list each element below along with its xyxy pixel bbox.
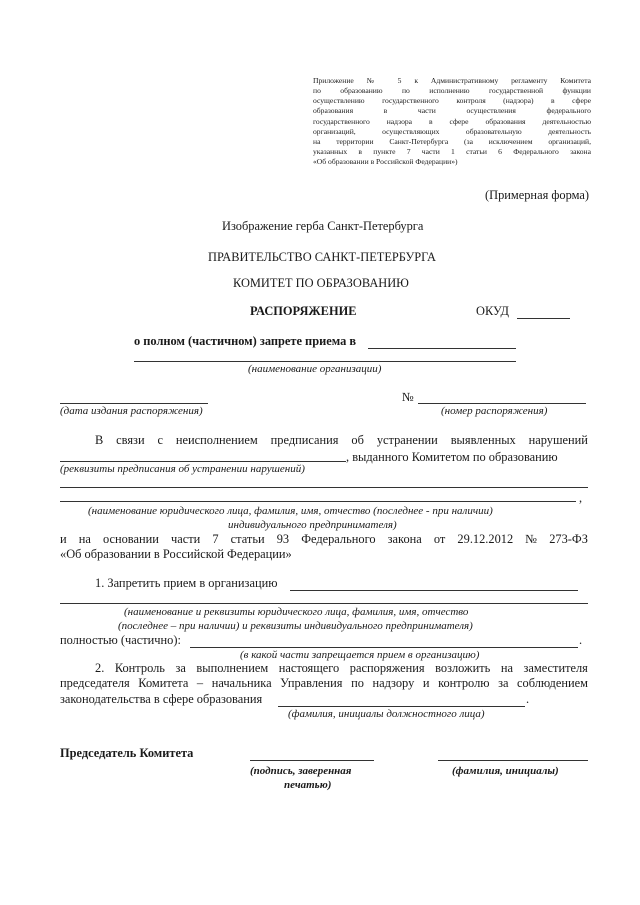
word: на	[500, 661, 513, 675]
word: и	[60, 532, 67, 546]
signature-field[interactable]	[250, 760, 374, 761]
period: .	[526, 692, 530, 706]
word: за	[175, 661, 186, 675]
item-1-caption: (наименование и реквизиты юридического лица, фамилия, имя, отчество	[124, 606, 469, 618]
word: закона	[387, 532, 422, 546]
comma: ,	[579, 491, 583, 505]
item-1-text: 1. Запретить прием в организацию	[95, 576, 278, 590]
legal-entity-caption-2: индивидуального предпринимателя)	[228, 519, 397, 531]
annex-line: организаций, осуществляющих образовательную деятельность	[313, 126, 591, 136]
annex-reference	[313, 76, 591, 167]
word: 93	[276, 532, 290, 546]
prohibited-organization-field-2[interactable]	[60, 603, 588, 604]
word: предписания	[270, 433, 339, 447]
word: на	[78, 532, 91, 546]
form-type-label: (Примерная форма)	[485, 188, 589, 202]
word: с	[157, 433, 163, 447]
legal-entity-field-2[interactable]	[60, 501, 576, 502]
word: возложить	[435, 661, 491, 675]
word: связи	[116, 433, 145, 447]
word: выявленных	[450, 433, 516, 447]
chair-name-caption: (фамилия, инициалы)	[452, 765, 559, 777]
word: распоряжения	[349, 661, 425, 675]
prescription-requisites-field[interactable]	[60, 461, 346, 462]
word: начальника	[211, 676, 272, 690]
word: устранении	[376, 433, 438, 447]
annex-line: государственного надзора в сфере образования деятельностью	[313, 116, 591, 126]
annex-word: образования	[313, 106, 354, 116]
word: Управления	[280, 676, 343, 690]
word: за	[498, 676, 509, 690]
period: .	[579, 633, 583, 647]
word: соблюдением	[517, 676, 588, 690]
legal-entity-field-1[interactable]	[60, 487, 588, 488]
committee-heading: КОМИТЕТ ПО ОБРАЗОВАНИЮ	[233, 276, 409, 290]
word: Федерального	[301, 532, 376, 546]
item-2-line-2	[60, 676, 588, 691]
word: 273-ФЗ	[549, 532, 588, 546]
order-number-field[interactable]	[418, 403, 586, 404]
item-1-caption-2: (последнее – при наличии) и реквизиты индивидуального предпринимателя)	[118, 620, 473, 632]
prohibition-part-caption: (в какой части запрещается прием в организацию)	[240, 649, 480, 661]
prohibited-organization-field[interactable]	[290, 590, 578, 591]
organization-caption: (наименование организации)	[248, 363, 382, 375]
word: 29.12.2012	[457, 532, 514, 546]
word: от	[433, 532, 446, 546]
annex-word: осуществления	[466, 106, 516, 116]
organization-field-continuation[interactable]	[134, 361, 516, 362]
date-caption: (дата издания распоряжения)	[60, 405, 203, 417]
word: по	[351, 676, 364, 690]
word: Комитета	[138, 676, 189, 690]
chair-name-field[interactable]	[438, 760, 588, 761]
annex-line: осуществлению государственного контроля (надзора) в сфере	[313, 96, 591, 106]
word: настоящего	[278, 661, 340, 675]
word: выполнением	[196, 661, 269, 675]
word: 7	[212, 532, 219, 546]
prohibition-part-field[interactable]	[190, 647, 578, 648]
okud-field[interactable]	[517, 318, 570, 319]
word: основании	[102, 532, 159, 546]
annex-line	[313, 106, 591, 116]
word: №	[525, 532, 538, 546]
word: об	[351, 433, 364, 447]
order-date-field[interactable]	[60, 403, 208, 404]
annex-line: Приложение № 5 к Административному регламенту Комитета	[313, 76, 591, 85]
okud-label: ОКУД	[476, 304, 509, 318]
word: –	[196, 676, 204, 690]
annex-word: части	[417, 106, 436, 116]
fully-partially-label: полностью (частично):	[60, 633, 181, 647]
item-2-line-3: законодательства в сфере образования	[60, 692, 263, 706]
word: В	[95, 433, 104, 447]
number-sign: №	[402, 390, 414, 404]
word: председателя	[60, 676, 130, 690]
word: и	[422, 676, 430, 690]
word: контролю	[438, 676, 490, 690]
annex-line: указанных в пункте 7 части 1 статьи 6 Федерального закона	[313, 147, 591, 157]
official-name-field[interactable]	[278, 706, 525, 707]
word: части	[170, 532, 201, 546]
signature-caption-2: печатью)	[284, 779, 332, 791]
government-heading: ПРАВИТЕЛЬСТВО САНКТ-ПЕТЕРБУРГА	[208, 250, 436, 264]
item-2-line-1	[95, 661, 588, 676]
official-name-caption: (фамилия, инициалы должностного лица)	[288, 708, 485, 720]
word: Контроль	[114, 661, 165, 675]
word: надзору	[372, 676, 415, 690]
issued-by-text: , выданного Комитетом по образованию	[346, 450, 558, 464]
order-subject: о полном (частичном) запрете приема в	[134, 334, 357, 348]
annex-line: на территории Санкт-Петербурга (за исключением организаций,	[313, 136, 591, 146]
prescription-requisites-caption: (реквизиты предписания об устранении нарушений)	[60, 463, 305, 475]
word: неисполнением	[175, 433, 258, 447]
annex-line: по образованию по исполнению государственной функции	[313, 86, 591, 96]
signature-caption: (подпись, заверенная	[250, 765, 352, 777]
annex-line: «Об образовании в Российской Федерации»)	[313, 157, 458, 167]
intro-line	[95, 433, 588, 448]
word: нарушений	[528, 433, 588, 447]
number-caption: (номер распоряжения)	[441, 405, 548, 417]
annex-word: федерального	[546, 106, 591, 116]
committee-chair-label: Председатель Комитета	[60, 746, 194, 760]
word: статьи	[230, 532, 265, 546]
legal-entity-caption: (наименование юридического лица, фамилия, имя, отчество (последнее - при наличии)	[88, 505, 493, 517]
word: 2.	[95, 661, 105, 675]
word: заместителя	[523, 661, 588, 675]
emblem-placeholder: Изображение герба Санкт-Петербурга	[222, 219, 424, 233]
basis-line	[60, 532, 588, 547]
law-name: «Об образовании в Российской Федерации»	[60, 547, 292, 561]
document-title: РАСПОРЯЖЕНИЕ	[250, 304, 357, 318]
organization-field[interactable]	[368, 348, 516, 349]
annex-word: в	[383, 106, 388, 116]
